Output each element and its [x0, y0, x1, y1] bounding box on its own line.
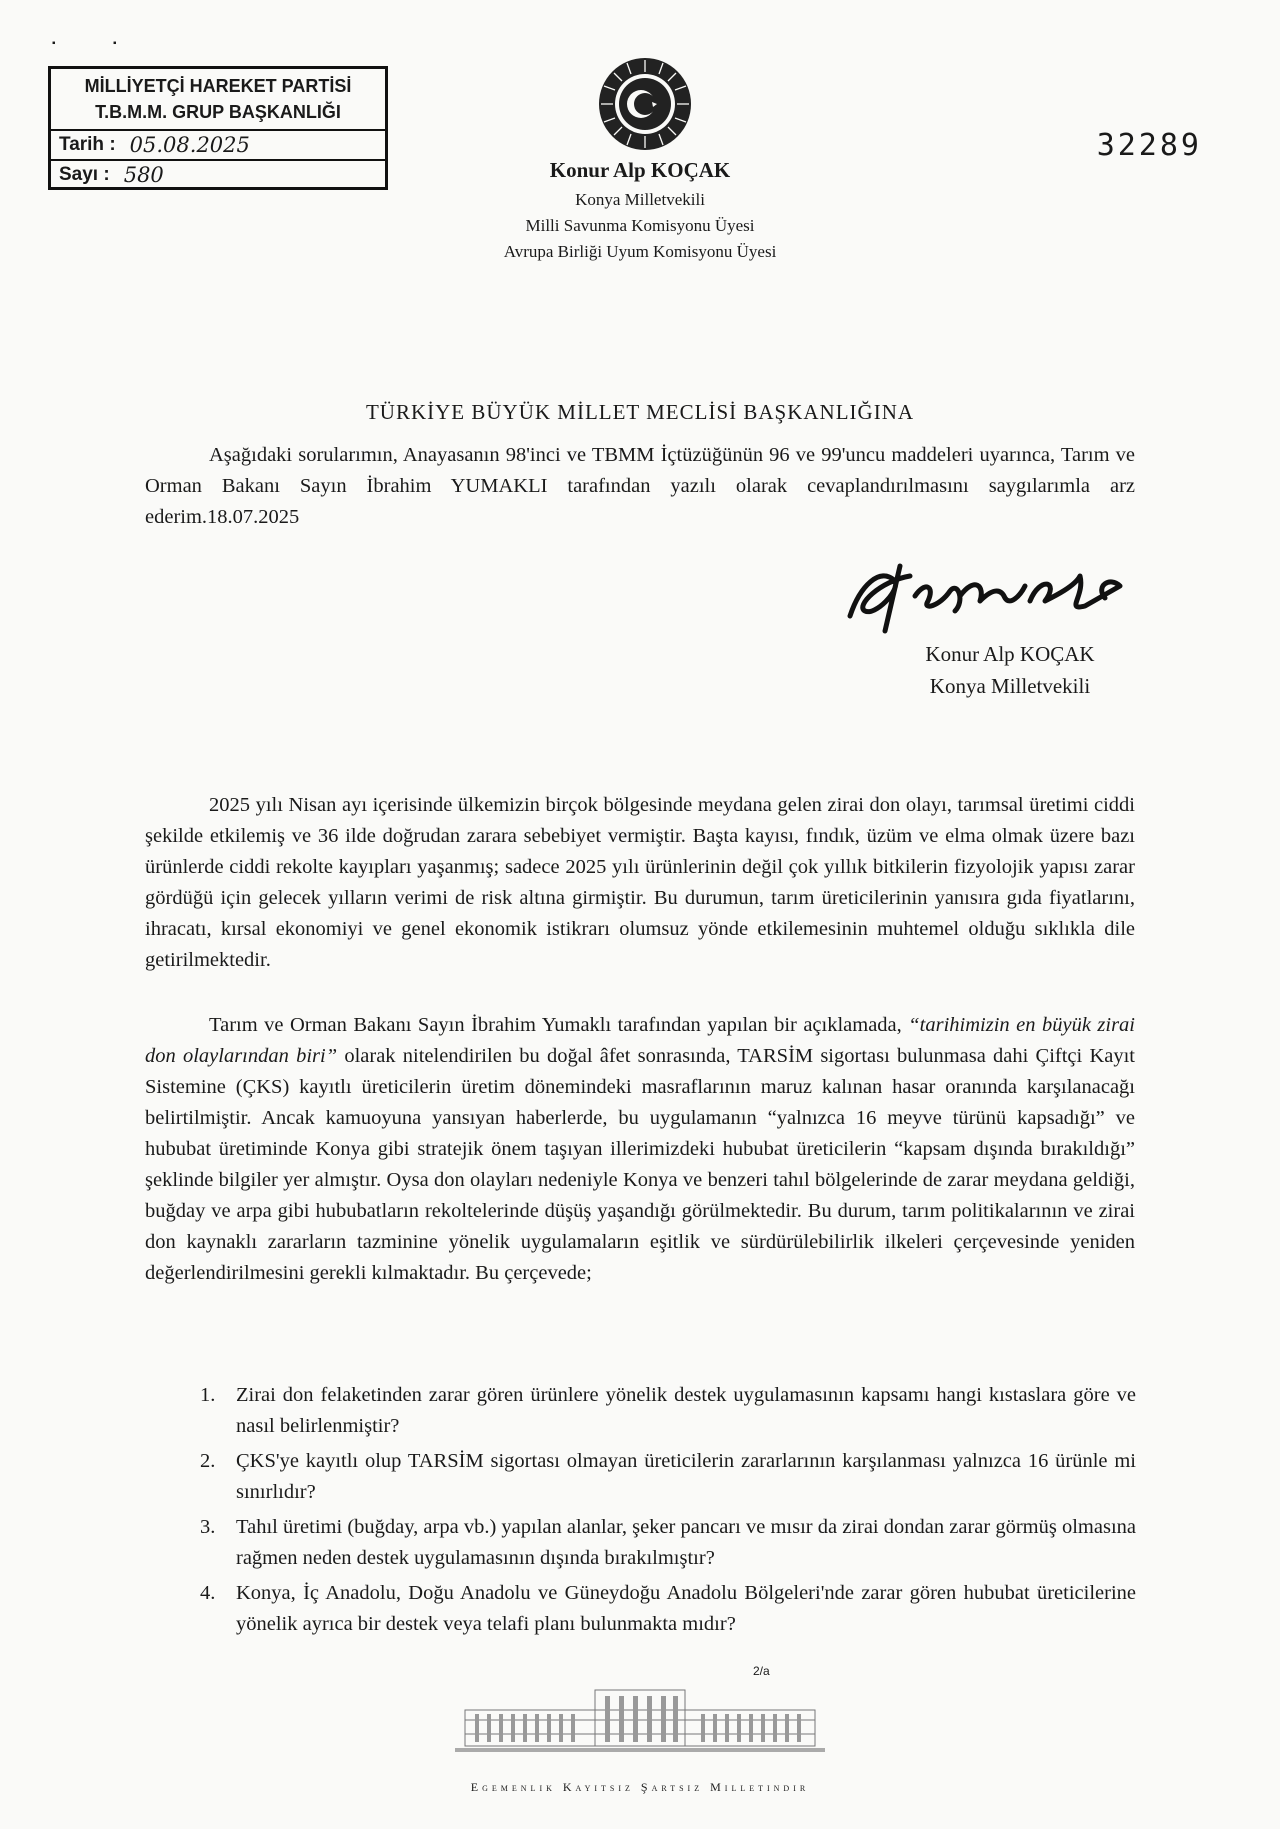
- parliament-building-icon: [455, 1670, 825, 1756]
- scan-specks: ▪ ▪: [52, 38, 117, 49]
- question-number: 3.: [200, 1516, 216, 1538]
- signatory-name: Konur Alp KOÇAK: [925, 642, 1095, 666]
- stamp-number-label: Sayı :: [59, 164, 110, 185]
- question-text: Konya, İç Anadolu, Doğu Anadolu ve Güneydoğu Anadolu Bölgeleri'nde zarar gören hububat üreticilerine yönelik ayrıca bir destek veya telafi planı bulunmakta mıdır?: [236, 1582, 1136, 1635]
- question-item: [200, 1578, 1136, 1640]
- page-fragment-label: 2/a: [753, 1664, 770, 1678]
- paragraph-1: [145, 790, 1135, 976]
- intro-paragraph: [145, 440, 1135, 533]
- handwritten-signature: [840, 556, 1140, 636]
- stamp-office: T.B.M.M. GRUP BAŞKANLIĞI: [95, 102, 341, 122]
- question-item: [200, 1446, 1136, 1508]
- question-text: ÇKS'ye kayıtlı olup TARSİM sigortası olmayan üreticilerin zararlarının karşılanması yalnızca 16 ürünle mi sınırlıdır?: [236, 1450, 1136, 1503]
- document-number: 32289: [1096, 128, 1202, 163]
- question-item: [200, 1380, 1136, 1442]
- question-number: 4.: [200, 1582, 216, 1604]
- sender-role-3: Avrupa Birliği Uyum Komisyonu Üyesi: [503, 242, 777, 261]
- sender-role-1: Konya Milletvekili: [575, 190, 705, 209]
- question-number: 2.: [200, 1450, 216, 1472]
- signature-block: [880, 638, 1140, 702]
- addressee: TÜRKİYE BÜYÜK MİLLET MECLİSİ BAŞKANLIĞINA: [365, 400, 915, 424]
- sender-name: Konur Alp KOÇAK: [549, 158, 731, 182]
- signatory-title: Konya Milletvekili: [929, 674, 1091, 698]
- paragraph-2-part-b: olarak nitelendirilen bu doğal âfet sonrasında, TARSİM sigortası bulunmasa dahi Çiftçi Kayıt Sistemine (ÇKS) kayıtlı üreticilerin üretim dönemindeki masraflarının maruz kalınan hasar oranında karşılanacağı belirtilmiştir. Ancak kamuoyuna yansıyan haberlerde, bu uygulamanın “yalnızca 16 meyve türünü kapsadığı” ve hububat üretiminde Konya gibi stratejik önem taşıyan illerimizdeki hububat üreticilerin “kapsam dışında bırakıldığı” şeklinde bilgiler yer almıştır. Oysa don olayları nedeniyle Konya ve benzeri tahıl bölgelerinde de zarar meydana geldiği, buğday ve arpa gibi hububatların rekoltelerinde düşüş yaşandığı görülmektedir. Bu durum, tarım politikalarının ve zirai don kaynaklı zararların tazminine yönelik uygulamaların eşitlik ve sürdürülebilirlik ilkeleri çerçevesinde yeniden değerlendirilmesini gerekli kılmaktadır. Bu çerçevede;: [145, 1045, 1135, 1284]
- paragraph-1-text: 2025 yılı Nisan ayı içerisinde ülkemizin birçok bölgesinde meydana gelen zirai don olayı, tarımsal üretimi ciddi şekilde etkilemiş ve 36 ilde doğrudan zarara sebebiyet vermiştir. Başta kayısı, fındık, üzüm ve elma olmak üzere bazı ürünlerde ciddi rekolte kayıpları yaşanmış; sadece 2025 yılı ürünlerinin değil çok yıllık bitkilerin fizyolojik yapısı zarar gördüğü için gelecek yılların verimi de risk altına girmiştir. Bu durumun, tarım üreticilerinin yanısıra gıda fiyatlarını, ihracatı, kırsal ekonomiyi ve genel ekonomik istikrarı olumsuz yönde etkilemesinin muhtemel olduğu sıklıkla dile getirilmektedir.: [145, 794, 1135, 971]
- stamp-header: [51, 69, 385, 131]
- footer-motto: Egemenlik Kayıtsız Şartsız Milletindir: [470, 1780, 810, 1794]
- paragraph-2-part-a: Tarım ve Orman Bakanı Sayın İbrahim Yumaklı tarafından yapılan bir açıklamada,: [209, 1014, 909, 1036]
- question-item: [200, 1512, 1136, 1574]
- intro-text: Aşağıdaki sorularımın, Anayasanın 98'inci ve TBMM İçtüzüğünün 96 ve 99'uncu maddeleri uyarınca, Tarım ve Orman Bakanı Sayın İbrahim YUMAKLI tarafından yazılı olarak cevaplandırılmasını saygılarımla arz ederim.18.07.2025: [145, 444, 1135, 528]
- question-number: 1.: [200, 1384, 216, 1406]
- letterhead: [390, 158, 890, 265]
- question-list: [200, 1380, 1136, 1644]
- stamp-party: MİLLİYETÇİ HAREKET PARTİSİ: [84, 76, 352, 96]
- receipt-stamp: [48, 66, 388, 190]
- stamp-number-row: [51, 161, 385, 189]
- paragraph-2: [145, 1010, 1135, 1289]
- sender-role-2: Milli Savunma Komisyonu Üyesi: [525, 216, 755, 235]
- stamp-number-value: 580: [123, 163, 164, 187]
- stamp-date-label: Tarih :: [59, 134, 116, 155]
- stamp-date-value: 05.08.2025: [129, 133, 250, 157]
- paragraph-2-text: [145, 1010, 1135, 1289]
- tbmm-emblem-icon: [597, 56, 693, 152]
- question-text: Tahıl üretimi (buğday, arpa vb.) yapılan alanlar, şeker pancarı ve mısır da zirai dondan zarar görmüş olmasına rağmen neden destek uygulamasının dışında bırakılmıştır?: [236, 1516, 1136, 1569]
- question-text: Zirai don felaketinden zarar gören ürünlere yönelik destek uygulamasının kapsamı hangi kıstaslara göre ve nasıl belirlenmiştir?: [236, 1384, 1136, 1437]
- stamp-date-row: [51, 131, 385, 161]
- paragraph-2-quote: “tarihimizin en büyük zirai don olaylarından biri”: [145, 1014, 1135, 1067]
